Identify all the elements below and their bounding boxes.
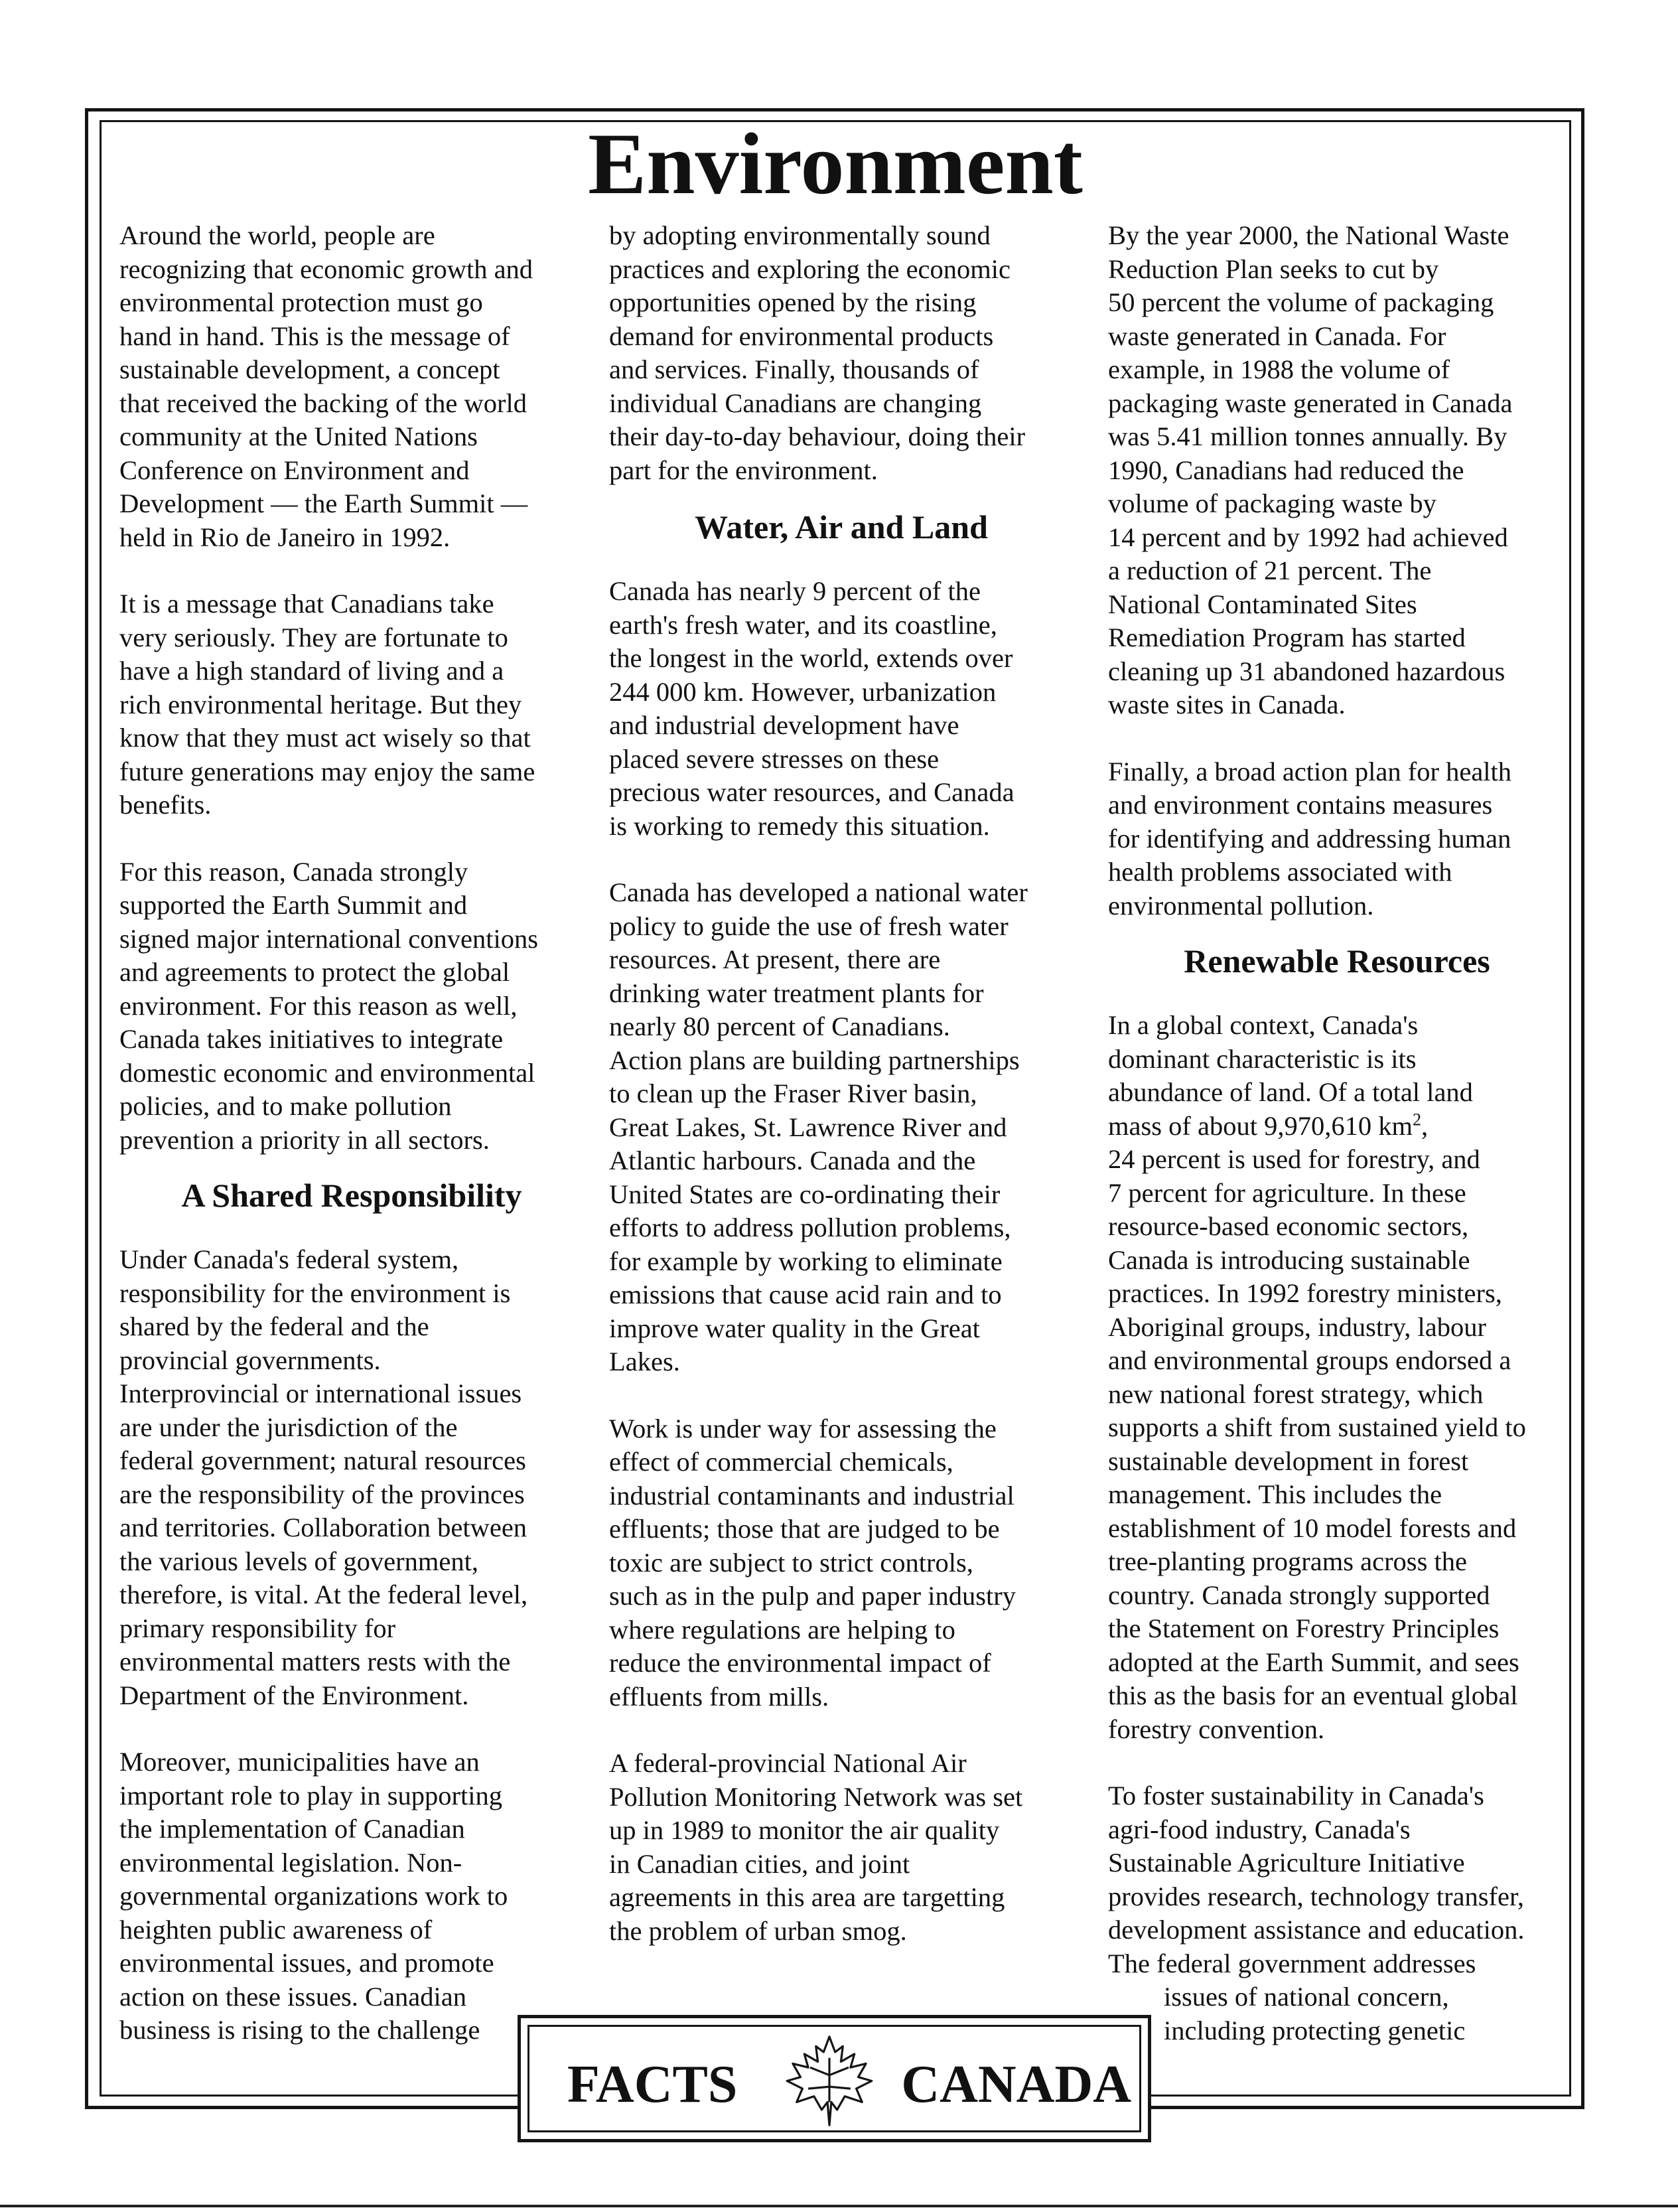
paragraph-earth-summit-support: For this reason, Canada strongly supported the Earth Summit and signed major international conventions and agreements to protect the global environment. For this reason as well, Canada takes initiatives to integrate domestic economic and environmental policies, and to make pollution prevention a priority in all sectors. [119, 856, 538, 1155]
heading-water-air-land: Water, Air and Land [695, 508, 988, 546]
agri-line: including protecting genetic [1164, 2015, 1466, 2045]
paragraph-chemicals: Work is under way for assessing the effect of commercial chemicals, industrial contaminants and industrial effluents; those that are judged to be toxic are subject to strict controls, such as in the pulp and paper industry where regulations are helping to reduce the environmental impact of effluents from mills. [609, 1413, 1016, 1712]
paragraph-air-monitoring: A federal-provincial National Air Pollution Monitoring Network was set up in 1989 to monitor the air quality in Canadian cities, and joint agreements in this area are targetting the problem of urban smog. [609, 1748, 1023, 1946]
maple-leaf-icon [780, 2033, 879, 2129]
paragraph-canadians-serious: It is a message that Canadians take very seriously. They are fortunate to have a high standard of living and a rich environmental heritage. But they know that they must act wisely so that future generations may enjoy the same benefits. [119, 589, 535, 820]
agri-line-1 [1108, 1779, 1566, 2047]
paragraph-waste-reduction: By the year 2000, the National Waste Reduction Plan seeks to cut by 50 percent the volume of packaging waste generated in Canada. For example, in 1988 the volume of packaging waste generated in Canada was 5.41 million tonnes annually. By 1990, Canadians had reduced the volume of packaging waste by 14 percent and by 1992 had achieved a reduction of 21 percent. The National Contaminated Sites Remediation Program has started cleaning up 31 abandoned hazardous waste sites in Canada. [1108, 220, 1513, 719]
agri-line: Sustainable Agriculture Initiative [1108, 1848, 1465, 1878]
heading-shared-responsibility: A Shared Responsibility [181, 1177, 522, 1214]
land-text-a: In a global context, Canada's dominant characteristic is its abundance of land. Of a total land mass of about 9,970,610 km [1108, 1010, 1473, 1141]
paragraph-water-policy: Canada has developed a national water policy to guide the use of fresh water resources. At present, there are drinking water treatment plants for nearly 80 percent of Canadians. Action plans are building partnerships to clean up the Fraser River basin, Great Lakes, St. Lawrence River and Atlantic harbours. Canada and the United States are co-ordinating their efforts to address pollution problems, for example by working to eliminate emissions that cause acid rain and to improve water quality in the Great Lakes. [609, 877, 1028, 1376]
logo-canada-text: CANADA [901, 2055, 1131, 2114]
paragraph-fresh-water: Canada has nearly 9 percent of the earth's fresh water, and its coastline, the longest in the world, extends over 244 000 km. However, urbanization and industrial development have placed severe stresses on these precious water resources, and Canada is working to remedy this situation. [609, 576, 1014, 841]
km-squared-sup: 2 [1412, 1110, 1421, 1129]
paragraph-health-plan: Finally, a broad action plan for health and environment contains measures for identifying and addressing human health problems associated with environmental pollution. [1108, 756, 1512, 921]
agri-line: issues of national concern, [1164, 1982, 1449, 2012]
facts-canada-logo [518, 2015, 1151, 2142]
paragraph-intro: Around the world, people are recognizing that economic growth and environmental protection must go hand in hand. This is the message of sustainable development, a concept that received the backing of the world community at the United Nations Conference on Environment and Development — the Earth Summit — held in Rio de Janeiro in 1992. [119, 220, 533, 552]
paragraph-municipalities: Moreover, municipalities have an important role to play in supporting the implementation of Canadian environmental legislation. Non- governmental organizations work to heighten public awareness of environmental issues, and promote action on these issues. Canadian business is rising to the challenge [119, 1747, 508, 2045]
paragraph-federal-system: Under Canada's federal system, responsibility for the environment is shared by the federal and the provincial governments. Interprovincial or international issues are under the jurisdiction of the federal government; natural resources are the responsibility of the provinces and territories. Collaboration between the various levels of government, therefore, is vital. At the federal level, primary responsibility for environmental matters rests with the Department of the Environment. [119, 1244, 528, 1710]
heading-renewable-resources: Renewable Resources [1184, 942, 1490, 980]
bottom-rule [0, 2205, 1678, 2207]
agri-line: The federal government addresses [1108, 1948, 1476, 1978]
paragraph-business-practices: by adopting environmentally sound practices and exploring the economic opportunities opened by the rising demand for environmental products and services. Finally, thousands of individual Canadians are changing their day-to-day behaviour, doing their part for the environment. [609, 220, 1026, 485]
paragraph-agri-food [1108, 1779, 1566, 2047]
agri-line: agri-food industry, Canada's [1108, 1814, 1411, 1844]
logo-facts-text: FACTS [567, 2055, 738, 2114]
column-1 [119, 219, 584, 2081]
agri-line: To foster sustainability in Canada's [1108, 1781, 1484, 1810]
agri-line: development assistance and education. [1108, 1915, 1525, 1945]
column-2 [609, 219, 1074, 1981]
land-text-b: , 24 percent is used for forestry, and 7 percent for agriculture. In these resource-based economic sectors, Canada is introducing sustainable practices. In 1992 forestry ministers, Aboriginal groups, industry, labour and environmental groups endorsed a new national forest strategy, which supports a shift from sustained yield to sustainable development in forest management. This includes the establishment of 10 model forests and tree-planting programs across the country. Canada strongly supported the Statement on Forestry Principles adopted at the Earth Summit, and sees this as the basis for an eventual global forestry convention. [1108, 1110, 1526, 1744]
agri-line: provides research, technology transfer, [1108, 1881, 1524, 1911]
page-title: Environment [588, 115, 1083, 212]
column-3 [1108, 219, 1566, 2081]
paragraph-land-forestry [1108, 1009, 1566, 1746]
